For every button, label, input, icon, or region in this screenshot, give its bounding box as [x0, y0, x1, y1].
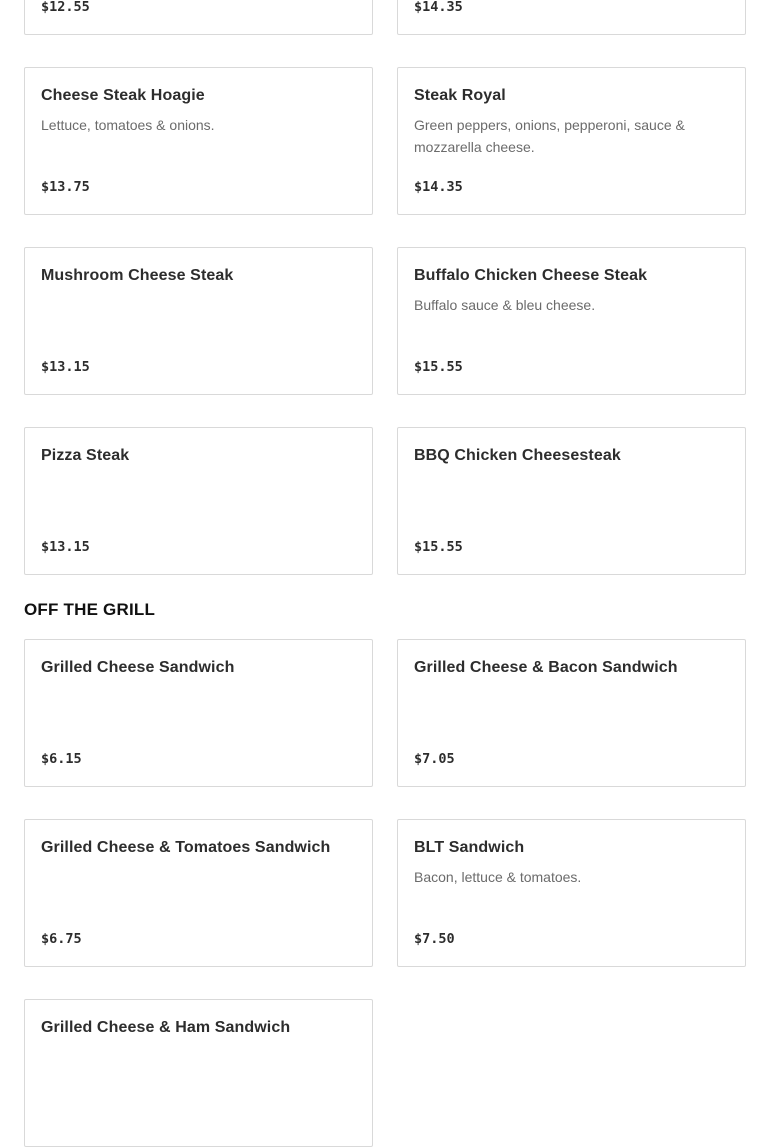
menu-item-name: Grilled Cheese & Tomatoes Sandwich: [41, 839, 331, 856]
menu-item-name: Pizza Steak: [41, 447, 130, 464]
menu-item-card[interactable]: [24, 0, 373, 35]
menu-item-price: $6.15: [41, 751, 82, 767]
menu-item-price: $14.35: [414, 179, 463, 195]
menu-item-card[interactable]: [24, 247, 373, 395]
menu-item-description: Green peppers, onions, pepperoni, sauce & mozzarella cheese.: [414, 117, 685, 155]
section-heading: OFF THE GRILL: [24, 600, 156, 619]
menu-item-name: Grilled Cheese & Ham Sandwich: [41, 1019, 291, 1036]
menu-item-name: Steak Royal: [414, 87, 506, 104]
menu-item-price: $13.75: [41, 179, 90, 195]
menu-item-card[interactable]: [24, 639, 373, 787]
menu-item-card[interactable]: [24, 999, 373, 1147]
menu-item-card[interactable]: [24, 819, 373, 967]
menu-item-card[interactable]: [397, 0, 746, 35]
menu-item-description: Bacon, lettuce & tomatoes.: [414, 869, 582, 885]
menu-item-card[interactable]: [24, 427, 373, 575]
menu-item-price: $13.15: [41, 539, 90, 555]
menu-item-name: Grilled Cheese & Bacon Sandwich: [414, 659, 678, 676]
menu-item-name: Mushroom Cheese Steak: [41, 267, 234, 284]
menu-item-name: Buffalo Chicken Cheese Steak: [414, 267, 648, 284]
menu-item-price: $12.55: [41, 0, 90, 15]
menu-item-price: $13.15: [41, 359, 90, 375]
menu-item-price: $15.55: [414, 539, 463, 555]
menu-item-price: $7.05: [414, 751, 455, 767]
menu-item-card[interactable]: [397, 819, 746, 967]
menu-item-name: BBQ Chicken Cheesesteak: [414, 447, 621, 464]
menu-item-name: Grilled Cheese Sandwich: [41, 659, 235, 676]
menu-item-name: BLT Sandwich: [414, 839, 525, 856]
menu-item-card[interactable]: [397, 247, 746, 395]
menu-item-price: $7.50: [414, 931, 455, 947]
menu-item-card[interactable]: [397, 67, 746, 215]
menu-item-card[interactable]: [24, 67, 373, 215]
menu-item-price: $15.55: [414, 359, 463, 375]
menu-item-description: Buffalo sauce & bleu cheese.: [414, 297, 596, 313]
menu-item-price: $6.75: [41, 931, 82, 947]
menu-item-card[interactable]: [397, 427, 746, 575]
menu-item-name: Cheese Steak Hoagie: [41, 87, 205, 104]
menu-item-description: Lettuce, tomatoes & onions.: [41, 117, 215, 133]
menu-item-card[interactable]: [397, 639, 746, 787]
menu-item-price: $14.35: [414, 0, 463, 15]
